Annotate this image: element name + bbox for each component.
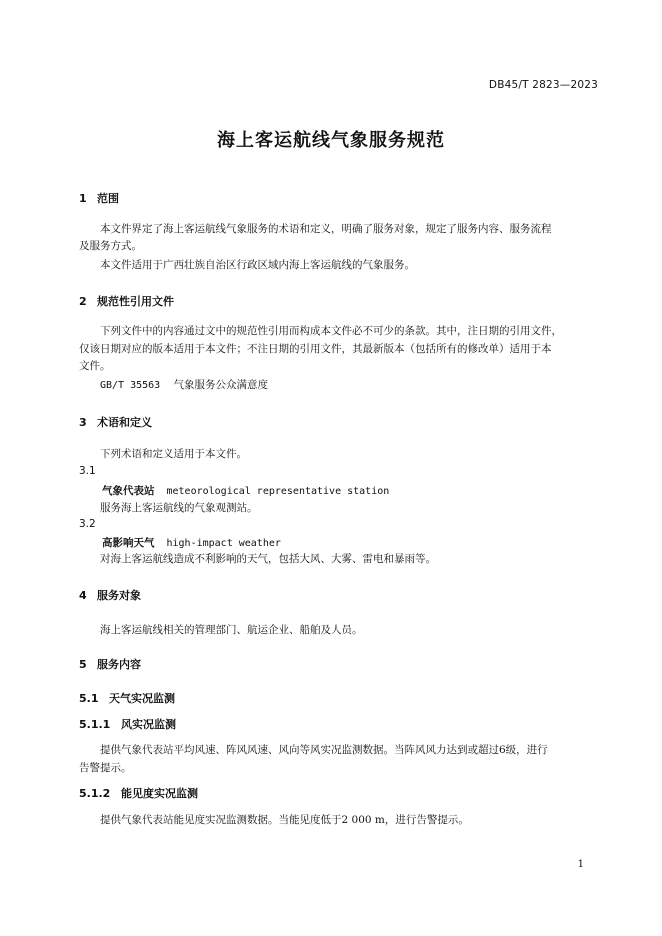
term-3-1-number: 3.1 [79, 465, 96, 477]
term-3-2 [102, 535, 281, 550]
section-number: 1 [79, 192, 87, 205]
term-english: high-impact weather [166, 538, 281, 549]
normative-reference [100, 377, 268, 394]
document-title: 海上客运航线气象服务规范 [217, 130, 445, 151]
section-5-1-heading [79, 690, 175, 706]
section-title: 规范性引用文件 [97, 295, 174, 308]
section-number: 5.1.1 [79, 718, 111, 731]
term-3-1-definition: 服务海上客运航线的气象观测站。 [100, 502, 258, 514]
section-title: 服务内容 [97, 658, 141, 671]
section-5-1-2-paragraph: 提供气象代表站能见度实况监测数据。当能见度低于2 000 m，进行告警提示。 [100, 814, 469, 826]
section-number: 4 [79, 589, 87, 602]
term-chinese: 高影响天气 [102, 537, 155, 549]
section-title: 范围 [97, 192, 119, 205]
section-title: 术语和定义 [97, 416, 152, 429]
section-4-heading [79, 587, 141, 603]
section-5-1-1-line-2: 告警提示。 [79, 762, 132, 774]
section-2-paragraph-line-1: 下列文件中的内容通过文中的规范性引用而构成本文件必不可少的条款。其中，注日期的引用文件， [100, 325, 562, 337]
section-2-paragraph-line-3: 文件。 [79, 360, 111, 372]
reference-code: GB/T 35563 [100, 380, 161, 391]
section-title: 风实况监测 [121, 718, 176, 731]
section-2-heading [79, 293, 174, 309]
standard-code: DB45/T 2823—2023 [488, 79, 598, 91]
section-number: 3 [79, 416, 87, 429]
section-5-heading [79, 656, 141, 672]
section-1-paragraph-2: 本文件适用于广西壮族自治区行政区域内海上客运航线的气象服务。 [100, 259, 415, 271]
page-number: 1 [577, 859, 584, 870]
section-number: 5 [79, 658, 87, 671]
term-english: meteorological representative station [166, 486, 390, 497]
section-4-paragraph: 海上客运航线相关的管理部门、航运企业、船舶及人员。 [100, 624, 363, 636]
section-1-paragraph-1-line-2: 及服务方式。 [79, 240, 142, 252]
section-1-heading [79, 190, 119, 206]
section-5-1-1-heading [79, 716, 176, 732]
term-3-1 [102, 483, 389, 498]
section-3-heading [79, 414, 152, 430]
section-title: 天气实况监测 [109, 692, 175, 705]
section-title: 能见度实况监测 [121, 787, 198, 800]
section-number: 5.1.2 [79, 787, 111, 800]
section-number: 5.1 [79, 692, 99, 705]
section-1-paragraph-1-line-1: 本文件界定了海上客运航线气象服务的术语和定义，明确了服务对象，规定了服务内容、服务流程 [100, 223, 552, 235]
section-5-1-1-line-1: 提供气象代表站平均风速、阵风风速、风向等风实况监测数据。当阵风风力达到或超过6级，进行 [100, 744, 548, 756]
term-3-2-number: 3.2 [79, 518, 96, 530]
term-3-2-definition: 对海上客运航线造成不利影响的天气，包括大风、大雾、雷电和暴雨等。 [100, 553, 436, 565]
section-3-intro: 下列术语和定义适用于本文件。 [100, 448, 247, 460]
reference-title: 气象服务公众满意度 [173, 379, 269, 391]
section-5-1-2-heading [79, 785, 198, 801]
term-chinese: 气象代表站 [102, 485, 155, 497]
section-number: 2 [79, 295, 87, 308]
section-title: 服务对象 [97, 589, 141, 602]
section-2-paragraph-line-2: 仅该日期对应的版本适用于本文件；不注日期的引用文件，其最新版本（包括所有的修改单）适用于本 [79, 343, 552, 355]
